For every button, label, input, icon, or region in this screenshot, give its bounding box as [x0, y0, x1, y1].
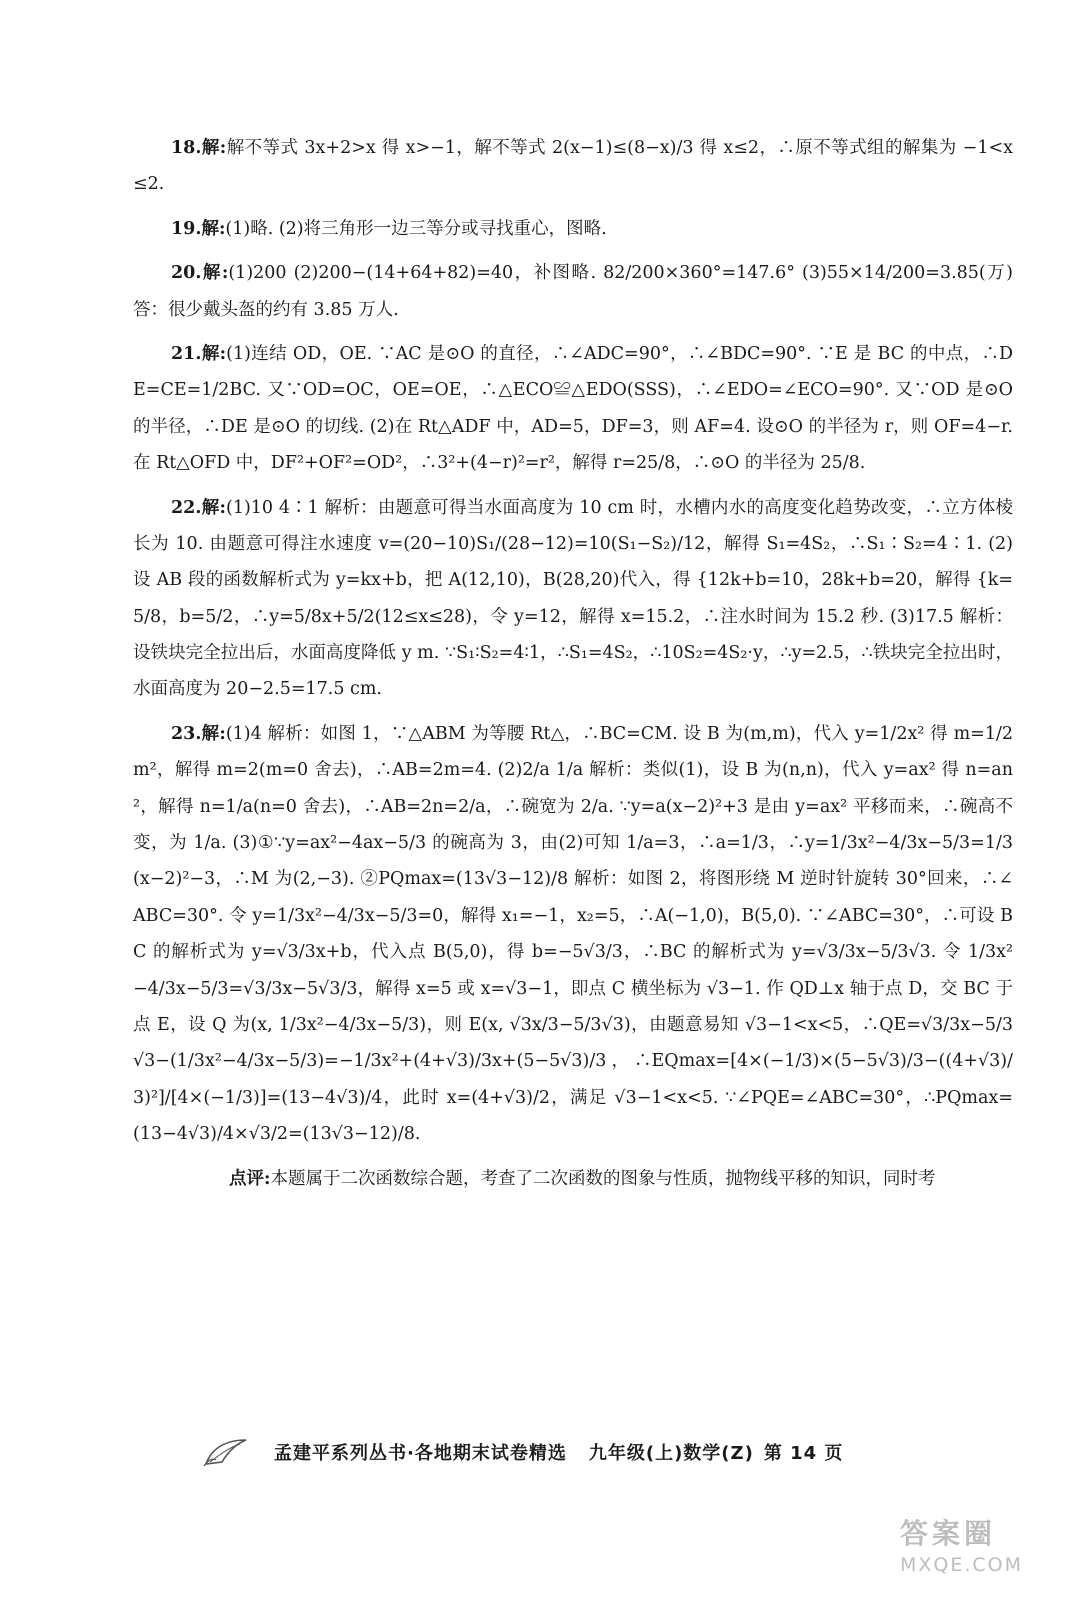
- solution-text: (1)连结 OD，OE. ∵AC 是⊙O 的直径，∴∠ADC=90°，∴∠BDC=90°. ∵E 是 BC 的中点，∴DE=CE=1/2BC. 又∵OD=OC，OE=OE，∴△ECO≌△EDO(SSS)，∴∠EDO=∠ECO=90°. 又∵OD 是⊙O 的半径，∴DE 是⊙O 的切线. (2)在 Rt△ADF 中，AD=5，DF=3，则 AF=4. 设⊙O 的半径为 r，则 OF=4−r. 在 Rt△OFD 中，DF²+OF²=OD²，∴3²+(4−r)²=r²，解得 r=25/8，∴⊙O 的半径为 25/8.: [133, 343, 1013, 474]
- watermark-url: MXQE.COM: [900, 1554, 1024, 1576]
- solution-text: 解不等式 3x+2>x 得 x>−1，解不等式 2(x−1)≤(8−x)/3 得 x≤2，∴原不等式组的解集为 −1<x≤2.: [133, 138, 1013, 195]
- question-number: 21.: [171, 343, 202, 364]
- comment-label: 点评:: [229, 1168, 271, 1189]
- answer-22: [133, 490, 1013, 708]
- solution-label: 解:: [201, 218, 226, 239]
- solution-text: (1)200 (2)200−(14+64+82)=40，补图略. 82/200×360°=147.6° (3)55×14/200=3.85(万) 答：很少戴头盔的约有 3.85 万人.: [133, 263, 1013, 320]
- question-number: 19.: [171, 218, 202, 239]
- footer-series: 孟建平系列丛书·各地期末试卷精选: [274, 1443, 567, 1464]
- footer-page: 第 14 页: [763, 1443, 844, 1464]
- answer-23: [133, 716, 1013, 1153]
- solution-label: 解:: [201, 723, 226, 744]
- solution-label: 解:: [201, 138, 227, 158]
- leaf-ornament-icon: [202, 1434, 250, 1468]
- watermark: [900, 1512, 1070, 1576]
- question-number: 23.: [171, 723, 202, 744]
- watermark-text: 答案圈: [900, 1517, 997, 1550]
- answer-19: [133, 211, 1013, 247]
- question-number: 20.: [171, 263, 202, 284]
- solution-text: (1)4 解析：如图 1，∵△ABM 为等腰 Rt△，∴BC=CM. 设 B 为(m,m)，代入 y=1/2x² 得 m=1/2m²，解得 m=2(m=0 舍去)，∴AB=2m=4. (2)2/a 1/a 解析：类似(1)，设 B 为(n,n)，代入 y=ax² 得 n=an²，解得 n=1/a(n=0 舍去)，∴AB=2n=2/a，∴碗宽为 2/a. ∵y=a(x−2)²+3 是由 y=ax² 平移而来，∴碗高不变，为 1/a. (3)①∵y=ax²−4ax−5/3 的碗高为 3，由(2)可知 1/a=3，∴a=1/3，∴y=1/3x²−4/3x−5/3=1/3(x−2)²−3，∴M 为(2,−3). ②PQmax=(13√3−12)/8 解析：如图 2，将图形绕 M 逆时针旋转 30°回来，∴∠ABC=30°. 令 y=1/3x²−4/3x−5/3=0，解得 x₁=−1，x₂=5，∴A(−1,0)，B(5,0). ∵∠ABC=30°，∴可设 BC 的解析式为 y=√3/3x+b，代入点 B(5,0)，得 b=−5√3/3，∴BC 的解析式为 y=√3/3x−5/3√3. 令 1/3x²−4/3x−5/3=√3/3x−5√3/3，解得 x=5 或 x=√3−1，即点 C 横坐标为 √3−1. 作 QD⊥x 轴于点 D，交 BC 于点 E，设 Q 为(x, 1/3x²−4/3x−5/3)，则 E(x, √3x/3−5/3√3)，由题意易知 √3−1<x<5，∴QE=√3/3x−5/3√3−(1/3x²−4/3x−5/3)=−1/3x²+(4+√3)/3x+(5−5√3)/3，∴EQmax=[4×(−1/3)×(5−5√3)/3−((4+√3)/3)²]/[4×(−1/3)]=(13−4√3)/4，此时 x=(4+√3)/2，满足 √3−1<x<5. ∵∠PQE=∠ABC=30°，∴PQmax=(13−4√3)/4×√3/2=(13√3−12)/8.: [133, 723, 1013, 1145]
- solution-text: (1)10 4∶1 解析：由题意可得当水面高度为 10 cm 时，水槽内水的高度变化趋势改变，∴立方体棱长为 10. 由题意可得注水速度 v=(20−10)S₁/(28−12)=10(S₁−S₂)/12，解得 S₁=4S₂，∴S₁∶S₂=4∶1. (2)设 AB 段的函数解析式为 y=kx+b，把 A(12,10)，B(28,20)代入，得 {12k+b=10，28k+b=20，解得 {k=5/8，b=5/2，∴y=5/8x+5/2(12≤x≤28)，令 y=12，解得 x=15.2，∴注水时间为 15.2 秒. (3)17.5 解析：设铁块完全拉出后，水面高度降低 y m. ∵S₁∶S₂=4∶1，∴S₁=4S₂，∴10S₂=4S₂·y，∴y=2.5，∴铁块完全拉出时，水面高度为 20−2.5=17.5 cm.: [133, 497, 1013, 700]
- comment: [133, 1161, 1013, 1197]
- footer-grade: 九年级(上)数学(Z): [588, 1443, 754, 1464]
- answer-content: [133, 130, 1013, 1205]
- answer-18: [133, 130, 1013, 203]
- answer-21: [133, 336, 1013, 482]
- question-number: 22.: [171, 497, 202, 518]
- question-number: 18.: [171, 138, 202, 158]
- solution-label: 解:: [201, 263, 229, 284]
- comment-text: 本题属于二次函数综合题，考查了二次函数的图象与性质，抛物线平移的知识，同时考: [270, 1168, 936, 1189]
- page-footer: [226, 1432, 866, 1472]
- solution-text: (1)略. (2)将三角形一边三等分或寻找重心，图略.: [225, 218, 607, 239]
- solution-label: 解:: [201, 343, 227, 364]
- solution-label: 解:: [201, 497, 226, 518]
- answer-20: [133, 255, 1013, 328]
